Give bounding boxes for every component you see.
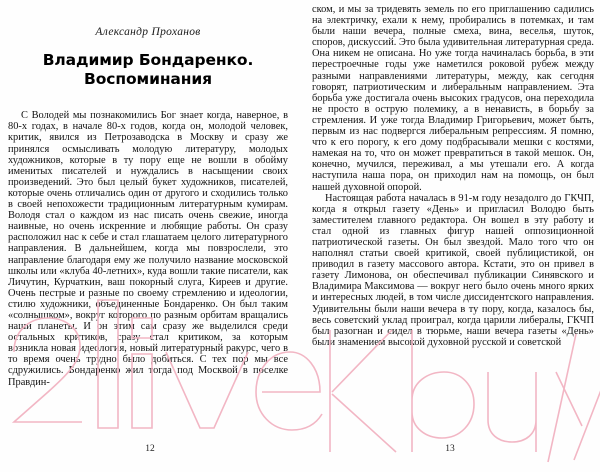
author-name: Александр Проханов: [95, 26, 201, 38]
left-page-body: [8, 0, 288, 388]
paragraph: С Володей мы познакомились Бог знает когда, наверное, в 80-х годах, в начале 80-х годов, когда он, молодой человек, критик, явился из Петрозаводска в Москву и сразу же принялся осмысливать молодую литературу, молодых художников, которые в ту пору еще не вошли в обойму именитых писателей и нуждались в насыщении своих произведений. Это был целый букет художников, писателей, которые очень отличались один от другого и сходились только в своей непохожести традиционным литературным кумирам. Володя стал о каждом из нас писать очень свежие, иногда наивные, но очень искренние и любящие работы. Он сразу расположил нас к себе и стал глашатаем целого литературного направления. В дальнейшем, когда мы повзрослели, это направление благодаря ему же получило название московской школы или «клуба 40-летних», куда вошли такие писатели, как Личутин, Курчаткин, ваш покорный слуга, Киреев и другие. Очень пестрые и разные по своему стремлению и идеологии, стилю художники, объединенные Бондаренко. Он был таким «солнышком», вокруг которого по разным орбитам вращались наши планеты. И он этим сам сразу же выделился среди остальных критиков, сразу стал критиком, за которым возникла новая идеология, новый литературный ракурс, чего в то время очень трудно было добиться. С тех пор мы все сдружились. Бондаренко жил тогда под Москвой в поселке Правдин-: [8, 110, 288, 388]
chapter-heading: [8, 0, 288, 90]
right-column-text: [312, 4, 594, 348]
right-page-body: [312, 4, 594, 348]
paragraph: ском, и мы за тридевять земель по его приглашению садились на электричку, ехали к нему, пробирались в потемках, и там были наши вечера, полные смеха, вина, веселья, шуток, споров, дискуссий. Это была удивительная литературная среда. Она никем не описана. Но уже тогда начиналась борьба, в эти перестроечные годы уже наметился роковой рубеж между разными направлениями литературы, между, как сегодня говорят, патриотическим и либеральным направлением. Эта борьба уже достигала очень высоких градусов, она переходила не просто в острую полемику, а в ненависть, в борьбу за стремления. И уже тогда Владимир Григорьевич, может быть, первым из нас подвергся либеральным репрессиям. Я помню, что к его порогу, к его дому подбрасывали мешки с костями, намекая на то, что он может превратиться в такой мешок. Он, конечно, мучился, переживал, а мы утешали его. А когда наступила наша пора, он приходил нам на помощь, он был нашей духовной опорой.: [312, 4, 594, 193]
page-number-right: 13: [445, 444, 455, 454]
page-number-left: 12: [145, 444, 155, 454]
paragraph: Настоящая работа началась в 91-м году незадолго до ГКЧП, когда я открыл газету «День» и пригласил Володю быть заместителем главного редактора. Он вошел в эту работу и стал одной из главных фигур нашей оппозиционной патриотической газеты. Он был звездой. Мало того что он наполнял статьи своей критикой, своей публицистикой, он приводил в газету массового автора. Кстати, это он привел в газету Лимонова, он обеспечивал публикации Синявского и Владимира Максимова — вокруг него было очень много ярких и интересных людей, в том числе диссидентского направления. Удивительны были наши вечера в ту пору, когда, казалось бы, весь советский уклад проиграл, когда царили либералы, ГКЧП был разогнан и сидел в тюрьме, наши вечера газеты «День» были знамением высокой духовной русской и советской: [312, 192, 594, 348]
left-column-text: [8, 110, 288, 387]
chapter-title-line-1: Владимир Бондаренко.: [42, 50, 254, 69]
page-title: [8, 51, 288, 91]
right-page: [300, 0, 600, 472]
chapter-title-line-2: Воспоминания: [83, 70, 213, 89]
